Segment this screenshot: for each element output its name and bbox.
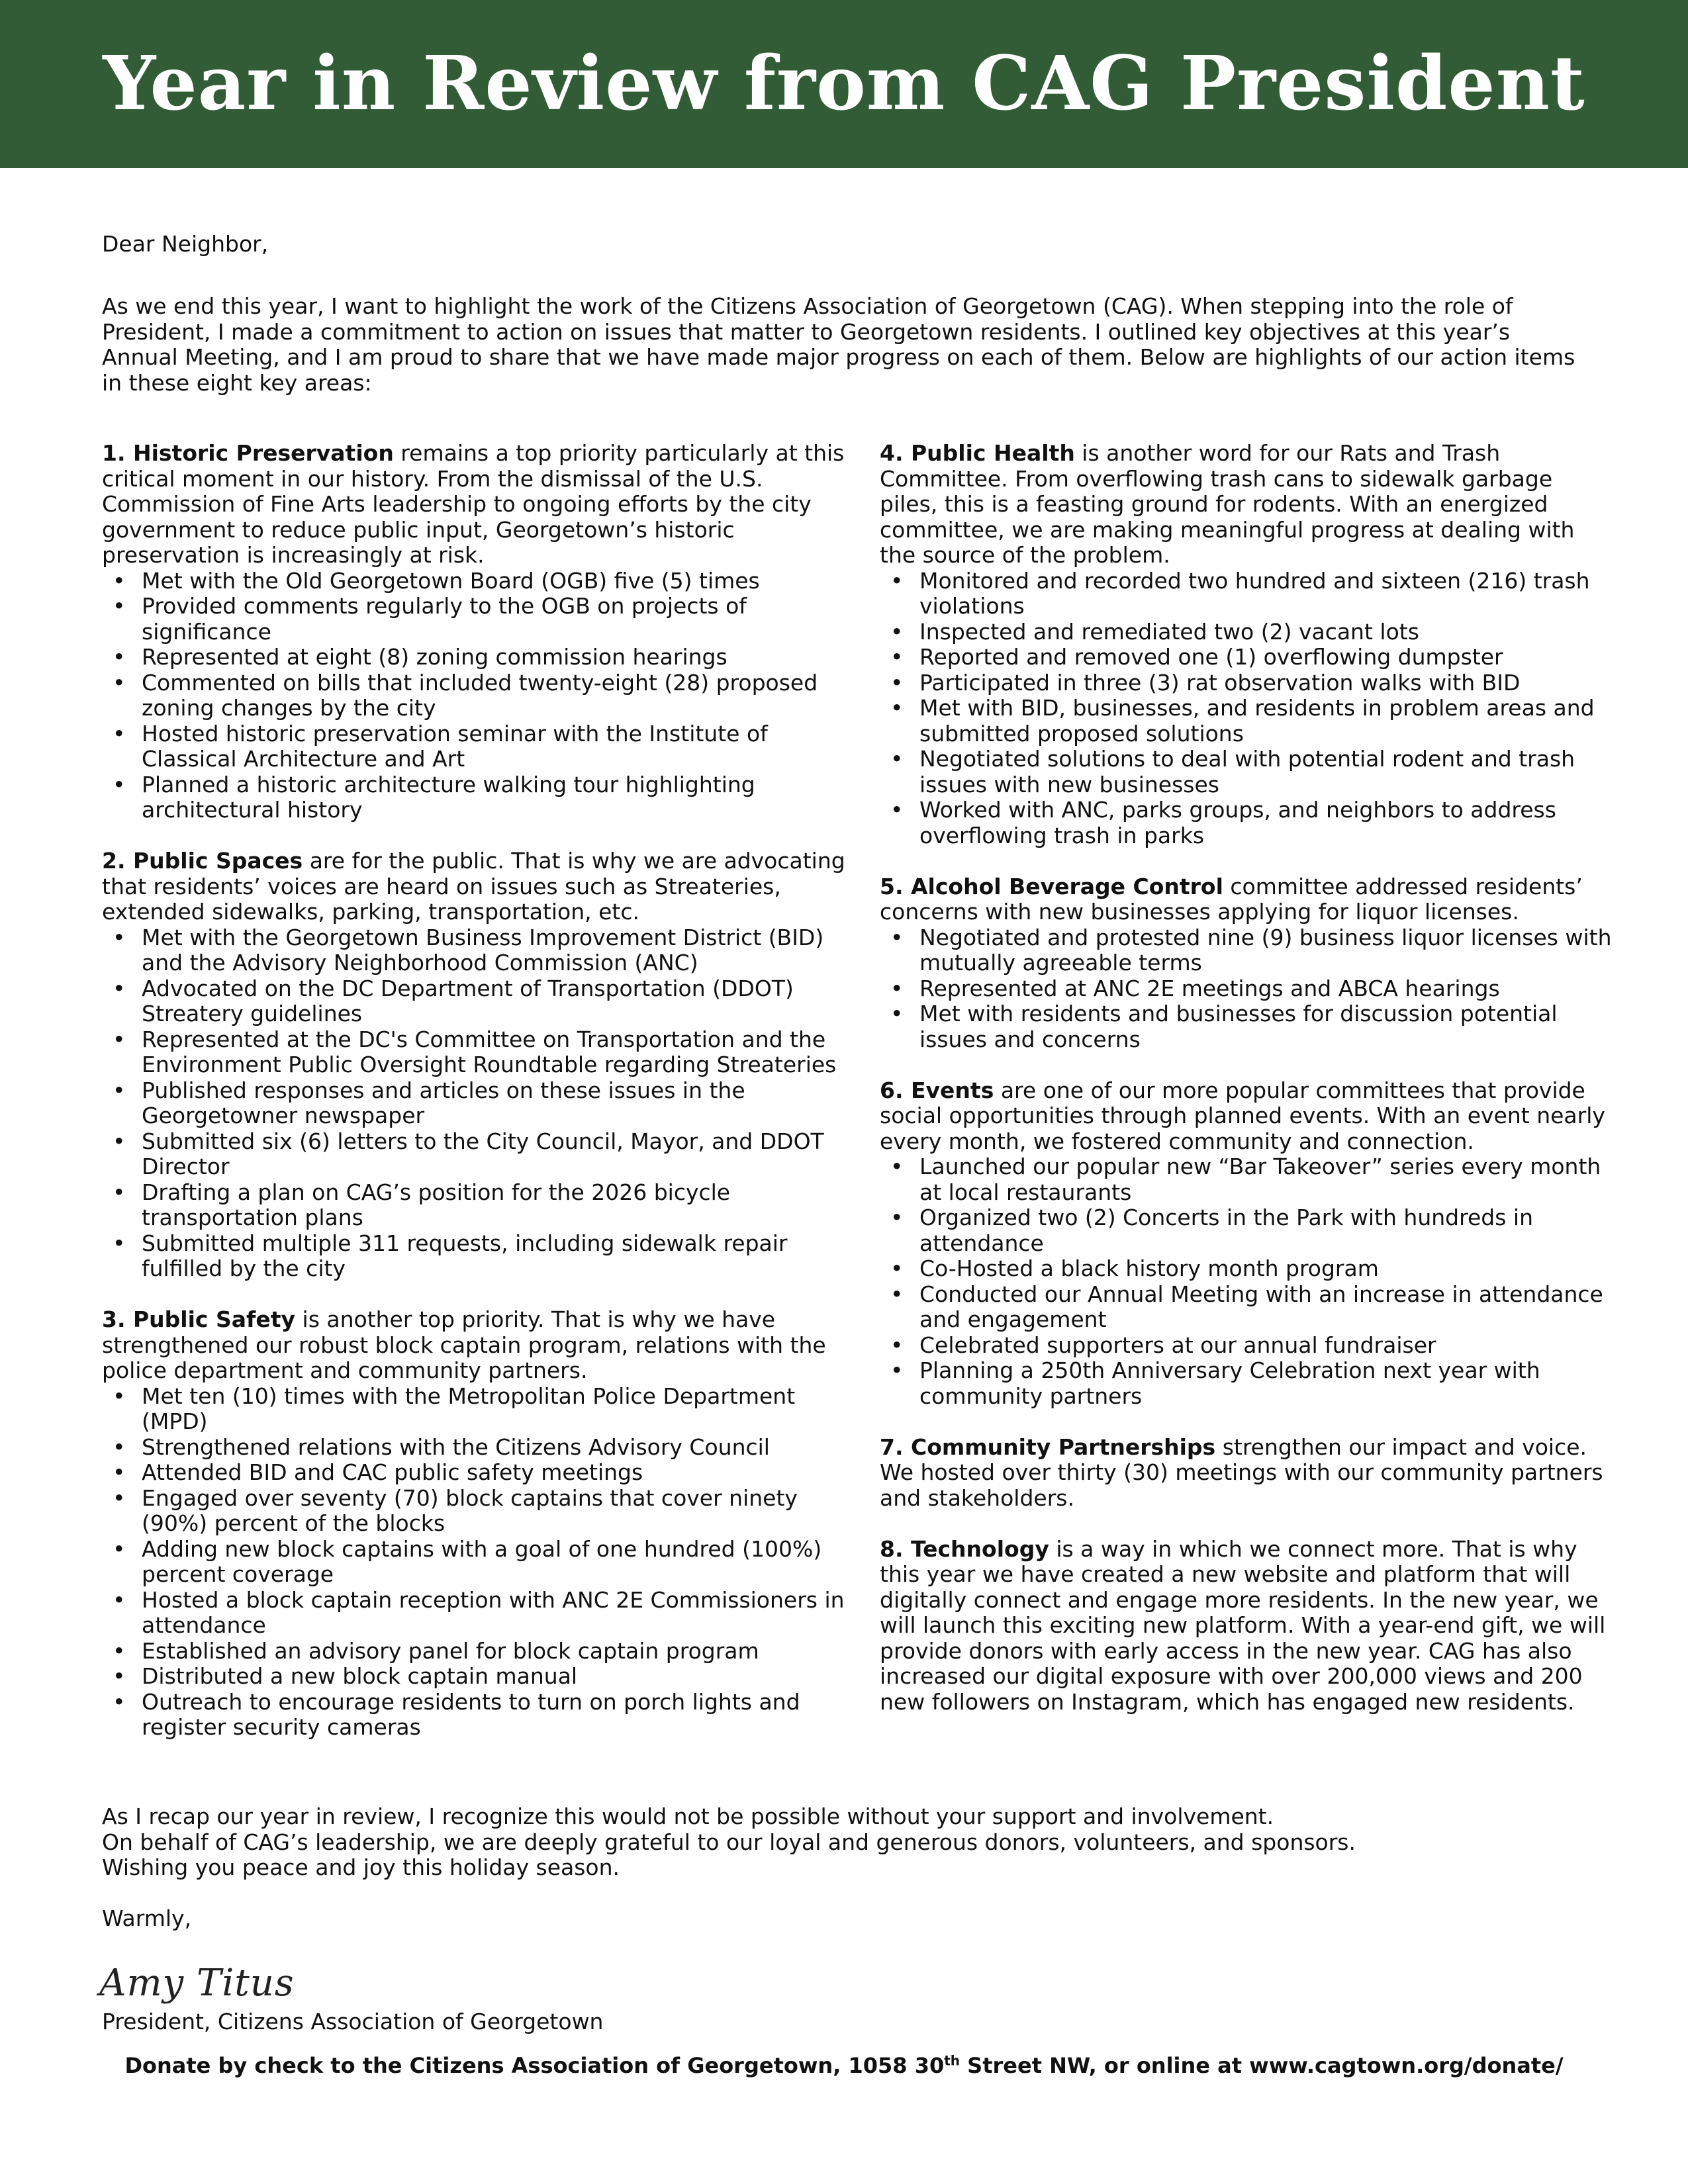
- section-intro: [880, 1078, 1615, 1155]
- section-title: 1. Historic Preservation: [102, 440, 394, 466]
- bullet-item: • Advocated on the DC Department of Transportation (DDOT) Streatery guidelines: [142, 976, 863, 1027]
- bullet-item: • Organized two (2) Concerts in the Park with hundreds in attendance: [919, 1205, 1615, 1256]
- section-title: 4. Public Health: [880, 440, 1075, 466]
- bullet-item: • Established an advisory panel for block captain program: [142, 1639, 863, 1664]
- intro-paragraph: As we end this year, I want to highlight the work of the Citizens Association of Georgetown (CAG). When stepping into the role of President, I made a commitment to action on issues that matter to Georgetown residents. I outlined key objectives at this year’s Annual Meeting, and I am proud to share that we have made major progress on each of them. Below are highlights of our action items in these eight key areas:: [102, 293, 1575, 396]
- bullet-item: • Negotiated solutions to deal with potential rodent and trash issues with new businesses: [919, 747, 1615, 797]
- section-5: [880, 874, 1615, 1053]
- section-intro: [102, 441, 863, 569]
- bullet-item: • Launched our popular new “Bar Takeover” series every month at local restaurants: [919, 1154, 1615, 1205]
- section-bullet-list: [102, 925, 863, 1282]
- section-4: [880, 441, 1615, 848]
- section-intro: [880, 1435, 1615, 1512]
- bullet-item: • Engaged over seventy (70) block captains that cover ninety (90%) percent of the blocks: [142, 1486, 863, 1537]
- bullet-item: • Represented at eight (8) zoning commission hearings: [142, 645, 863, 670]
- donate-footer: [0, 2053, 1688, 2078]
- section-intro: [880, 1537, 1615, 1715]
- section-8: [880, 1537, 1615, 1715]
- bullet-item: • Inspected and remediated two (2) vacant lots: [919, 619, 1615, 645]
- section-text: committee addressed residents’ concerns with new businesses applying for liquor licenses.: [880, 873, 1583, 925]
- section-text: is another top priority. That is why we have strengthened our robust block captain program, relations with the police department and community partners.: [102, 1306, 826, 1383]
- right-column: [880, 441, 1615, 1741]
- section-bullet-list: [880, 1154, 1615, 1409]
- bullet-item: • Submitted multiple 311 requests, including sidewalk repair fulfilled by the city: [142, 1231, 863, 1282]
- bullet-item: • Strengthened relations with the Citizens Advisory Council: [142, 1435, 863, 1461]
- bullet-item: • Drafting a plan on CAG’s position for the 2026 bicycle transportation plans: [142, 1180, 863, 1231]
- bullet-item: • Participated in three (3) rat observation walks with BID: [919, 670, 1615, 696]
- bullet-item: • Met with BID, businesses, and residents in problem areas and submitted proposed solutions: [919, 696, 1615, 747]
- closing-paragraph: [102, 1804, 1591, 1881]
- bullet-item: • Monitored and recorded two hundred and sixteen (216) trash violations: [919, 569, 1615, 619]
- bullet-item: • Co-Hosted a black history month program: [919, 1256, 1615, 1282]
- closing-line-2: On behalf of CAG’s leadership, we are deeply grateful to our loyal and generous donors, volunteers, and sponsors.: [102, 1829, 1356, 1855]
- closing-line-1: As I recap our year in review, I recognize this would not be possible without your support and involvement.: [102, 1803, 1274, 1829]
- bullet-item: • Met with residents and businesses for discussion potential issues and concerns: [919, 1001, 1615, 1052]
- bullet-item: • Represented at ANC 2E meetings and ABCA hearings: [919, 976, 1615, 1002]
- section-text: is another word for our Rats and Trash Committee. From overflowing trash cans to sidewalk garbage piles, this is a feasting ground for rodents. With an energized committee, we are making meaningful progress at dealing with the source of the problem.: [880, 440, 1575, 568]
- section-title: 7. Community Partnerships: [880, 1433, 1216, 1460]
- section-intro: [102, 848, 863, 925]
- section-title: 8. Technology: [880, 1535, 1049, 1562]
- bullet-item: • Hosted historic preservation seminar with the Institute of Classical Architecture and Art: [142, 721, 863, 772]
- bullet-item: • Planned a historic architecture walking tour highlighting architectural history: [142, 772, 863, 823]
- bullet-item: • Celebrated supporters at our annual fundraiser: [919, 1333, 1615, 1359]
- bullet-item: • Outreach to encourage residents to turn on porch lights and register security cameras: [142, 1690, 863, 1741]
- section-intro: [102, 1307, 863, 1384]
- bullet-item: • Published responses and articles on these issues in the Georgetowner newspaper: [142, 1078, 863, 1129]
- salutation: Dear Neighbor,: [102, 231, 269, 257]
- bullet-item: • Hosted a block captain reception with ANC 2E Commissioners in attendance: [142, 1588, 863, 1639]
- section-text: is a way in which we connect more. That is why this year we have created a new website and platform that will digitally connect and engage more residents. In the new year, we will launch this exciting new platform. With a year-end gift, we will provide donors with early access in the new year. CAG has also increased our digital exposure with over 200,000 views and 200 new followers on Instagram, which has engaged new residents.: [880, 1535, 1606, 1715]
- section-1: [102, 441, 863, 823]
- bullet-item: • Distributed a new block captain manual: [142, 1664, 863, 1690]
- section-bullet-list: [880, 569, 1615, 849]
- donate-text-start: Donate by check to the Citizens Association of Georgetown, 1058 30: [124, 2053, 945, 2078]
- handwritten-signature: Amy Titus: [99, 1962, 295, 2005]
- section-bullet-list: [102, 1384, 863, 1741]
- bullet-item: • Represented at the DC's Committee on Transportation and the Environment Public Oversight Roundtable regarding Streateries: [142, 1027, 863, 1078]
- closing-line-3: Wishing you peace and joy this holiday season.: [102, 1854, 620, 1880]
- section-text: strengthen our impact and voice. We hosted over thirty (30) meetings with our community partners and stakeholders.: [880, 1433, 1603, 1511]
- bullet-item: • Conducted our Annual Meeting with an increase in attendance and engagement: [919, 1282, 1615, 1333]
- section-title: 6. Events: [880, 1077, 994, 1103]
- section-bullet-list: [880, 925, 1615, 1053]
- section-text: are one of our more popular committees that provide social opportunities through planned events. With an event nearly every month, we fostered community and connection.: [880, 1077, 1605, 1154]
- bullet-item: • Commented on bills that included twenty-eight (28) proposed zoning changes by the city: [142, 670, 863, 721]
- section-title: 3. Public Safety: [102, 1306, 296, 1332]
- section-2: [102, 848, 863, 1282]
- section-7: [880, 1435, 1615, 1512]
- page-title: Year in Review from CAG President: [103, 40, 1585, 127]
- section-text: are for the public. That is why we are advocating that residents’ voices are heard on issues such as Streateries, extended sidewalks, parking, transportation, etc.: [102, 848, 845, 925]
- section-6: [880, 1078, 1615, 1410]
- donate-text-end: Street NW, or online at www.cagtown.org/donate/: [960, 2053, 1564, 2078]
- section-bullet-list: [102, 569, 863, 823]
- bullet-item: • Met with the Old Georgetown Board (OGB) five (5) times: [142, 569, 863, 594]
- bullet-item: • Attended BID and CAC public safety meetings: [142, 1460, 863, 1486]
- signer-title: President, Citizens Association of Georgetown: [102, 2009, 604, 2034]
- bullet-item: • Planning a 250th Anniversary Celebration next year with community partners: [919, 1358, 1615, 1409]
- header-banner: [0, 0, 1688, 168]
- bullet-item: • Met ten (10) times with the Metropolitan Police Department (MPD): [142, 1384, 863, 1435]
- section-3: [102, 1307, 863, 1741]
- bullet-item: • Adding new block captains with a goal of one hundred (100%) percent coverage: [142, 1537, 863, 1588]
- bullet-item: • Worked with ANC, parks groups, and neighbors to address overflowing trash in parks: [919, 797, 1615, 848]
- section-text: remains a top priority particularly at this critical moment in our history. From the dismissal of the U.S. Commission of Fine Arts leadership to ongoing efforts by the city government to reduce public input, Georgetown’s historic preservation is increasingly at risk.: [102, 440, 845, 568]
- bullet-item: • Submitted six (6) letters to the City Council, Mayor, and DDOT Director: [142, 1129, 863, 1180]
- bullet-item: • Provided comments regularly to the OGB on projects of significance: [142, 594, 863, 645]
- bullet-item: • Met with the Georgetown Business Improvement District (BID) and the Advisory Neighborhood Commission (ANC): [142, 925, 863, 976]
- bullet-item: • Reported and removed one (1) overflowing dumpster: [919, 645, 1615, 670]
- left-column: [102, 441, 863, 1766]
- bullet-item: • Negotiated and protested nine (9) business liquor licenses with mutually agreeable terms: [919, 925, 1615, 976]
- donate-superscript: th: [944, 2052, 961, 2069]
- section-intro: [880, 441, 1615, 569]
- section-intro: [880, 874, 1615, 925]
- sign-off: Warmly,: [102, 1905, 192, 1931]
- section-title: 5. Alcohol Beverage Control: [880, 873, 1223, 899]
- section-title: 2. Public Spaces: [102, 848, 303, 874]
